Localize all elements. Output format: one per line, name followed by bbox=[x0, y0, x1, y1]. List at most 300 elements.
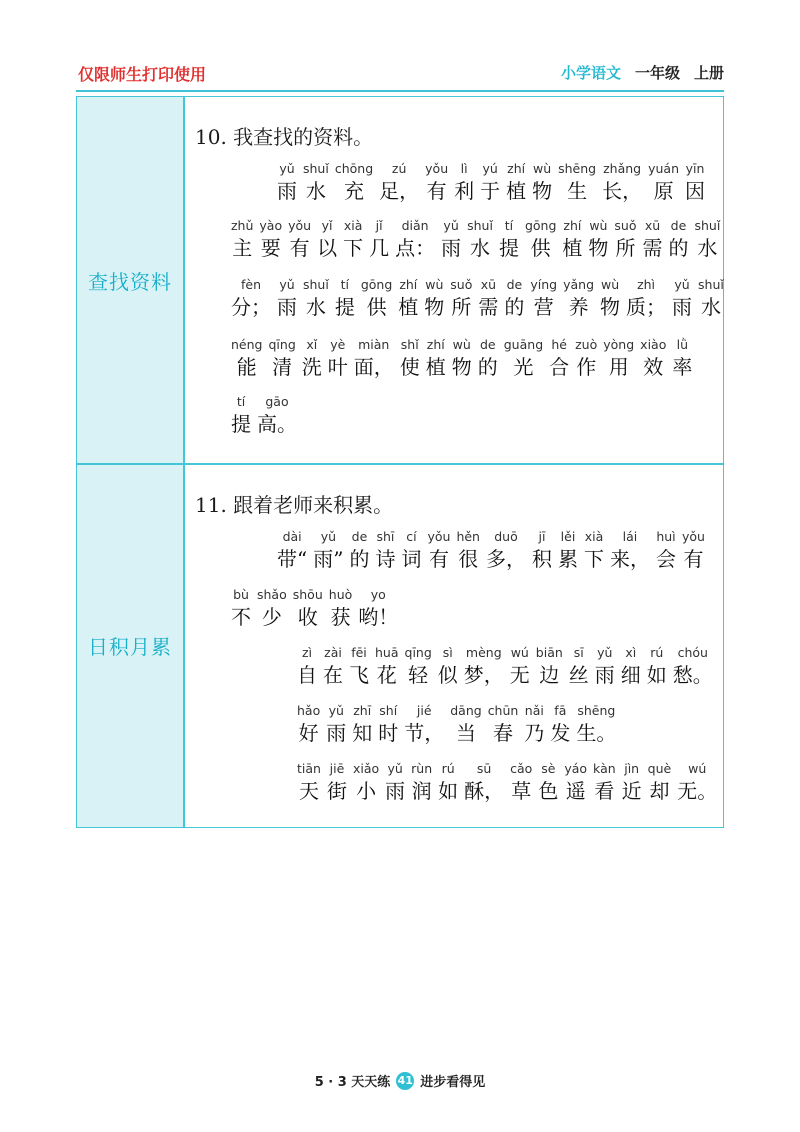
pinyin: sè bbox=[541, 761, 556, 776]
pinyin: lěi bbox=[560, 529, 576, 544]
hanzi: 雨 bbox=[594, 663, 615, 687]
hanzi: 植 bbox=[425, 355, 446, 379]
section1-title: 10. 我查找的资料。 bbox=[195, 125, 374, 149]
hanzi: 很 bbox=[458, 547, 479, 571]
hanzi: 花 bbox=[376, 663, 397, 687]
pinyin: diǎn bbox=[401, 218, 429, 233]
pinyin: shǐ bbox=[400, 337, 419, 352]
pinyin: xià bbox=[584, 529, 604, 544]
hanzi: 雨 bbox=[277, 179, 297, 203]
ruby-unit bbox=[673, 645, 713, 689]
pinyin: rùn bbox=[411, 761, 433, 776]
hanzi: 要 bbox=[260, 236, 281, 260]
hanzi: 需 bbox=[642, 236, 663, 260]
ruby-unit bbox=[297, 703, 320, 747]
pinyin: duō bbox=[494, 529, 518, 544]
ruby-unit bbox=[672, 277, 692, 321]
hanzi: 物 bbox=[424, 295, 445, 319]
ruby-unit bbox=[602, 161, 642, 205]
hanzi: 发 bbox=[550, 721, 571, 745]
hanzi: 无。 bbox=[677, 779, 718, 803]
ruby-unit bbox=[378, 703, 398, 747]
hanzi: 植 bbox=[506, 179, 527, 203]
ruby-unit bbox=[438, 761, 458, 805]
pinyin: wù bbox=[589, 218, 608, 233]
hanzi: 哟！ bbox=[358, 605, 399, 629]
poem-line-3 bbox=[297, 761, 723, 805]
pinyin: guāng bbox=[503, 337, 544, 352]
pinyin: yǔ bbox=[279, 161, 295, 176]
section1-line-1 bbox=[277, 161, 711, 205]
pinyin: zhí bbox=[563, 218, 582, 233]
ruby-unit bbox=[425, 161, 448, 205]
ruby-unit bbox=[400, 337, 420, 381]
pinyin: yīn bbox=[685, 161, 705, 176]
pinyin: de bbox=[670, 218, 687, 233]
section1-line-2 bbox=[231, 218, 726, 262]
pinyin: yǒu bbox=[425, 161, 449, 176]
ruby-unit bbox=[478, 277, 498, 321]
hanzi: 雨 bbox=[326, 721, 347, 745]
hanzi: 物 bbox=[588, 236, 609, 260]
ruby-unit bbox=[486, 529, 526, 573]
ruby-unit bbox=[450, 277, 472, 321]
ruby-unit bbox=[231, 218, 253, 262]
pinyin: cí bbox=[406, 529, 417, 544]
pinyin: yíng bbox=[530, 277, 558, 292]
ruby-unit bbox=[277, 529, 307, 573]
hanzi: 点： bbox=[395, 236, 436, 260]
poem-line-1 bbox=[297, 645, 719, 689]
ruby-unit bbox=[231, 394, 251, 438]
pinyin: yǔ bbox=[443, 218, 459, 233]
pinyin: zú bbox=[391, 161, 407, 176]
hanzi: 诗 bbox=[375, 547, 396, 571]
pinyin: jī bbox=[538, 529, 546, 544]
hanzi: 雨 bbox=[277, 295, 297, 319]
pinyin: bù bbox=[233, 587, 249, 602]
section1-label: 查找资料 bbox=[77, 97, 183, 463]
pinyin: zuò bbox=[575, 337, 598, 352]
pinyin: jǐ bbox=[375, 218, 383, 233]
hanzi: 雨 bbox=[441, 236, 462, 260]
ruby-unit bbox=[593, 761, 616, 805]
hanzi: 足， bbox=[379, 179, 420, 203]
hanzi: 雨 bbox=[385, 779, 406, 803]
pinyin: zì bbox=[301, 645, 313, 660]
pinyin: suǒ bbox=[614, 218, 637, 233]
hanzi: 下 bbox=[343, 236, 364, 260]
ruby-unit bbox=[293, 587, 323, 631]
page-number: 41 bbox=[396, 1072, 414, 1090]
ruby-unit bbox=[685, 161, 705, 205]
ruby-unit bbox=[558, 529, 578, 573]
header-volume: 上册 bbox=[693, 64, 724, 82]
ruby-unit bbox=[259, 218, 282, 262]
ruby-unit bbox=[277, 161, 297, 205]
hanzi: 需 bbox=[478, 295, 499, 319]
pinyin: sī bbox=[573, 645, 584, 660]
ruby-unit bbox=[313, 529, 343, 573]
ruby-unit bbox=[257, 587, 287, 631]
hanzi: 不 bbox=[231, 605, 251, 629]
hanzi: 叶 bbox=[327, 355, 348, 379]
pinyin: zài bbox=[324, 645, 342, 660]
ruby-unit bbox=[588, 218, 608, 262]
column-divider bbox=[183, 97, 185, 827]
ruby-unit bbox=[584, 529, 604, 573]
hanzi: 充 bbox=[344, 179, 364, 203]
hanzi: 酥， bbox=[464, 779, 505, 803]
footer-slogan: 进步看得见 bbox=[420, 1075, 486, 1090]
hanzi: 近 bbox=[621, 779, 642, 803]
pinyin: huā bbox=[375, 645, 399, 660]
ruby-unit bbox=[297, 761, 321, 805]
row-divider bbox=[77, 463, 723, 465]
pinyin: xū bbox=[644, 218, 661, 233]
ruby-unit bbox=[456, 529, 480, 573]
pinyin: què bbox=[647, 761, 672, 776]
ruby-unit bbox=[464, 645, 504, 689]
header-grade: 一年级 bbox=[634, 64, 680, 82]
pinyin: zhí bbox=[399, 277, 418, 292]
pinyin: yǔ bbox=[279, 277, 295, 292]
hanzi: 街 bbox=[326, 779, 347, 803]
ruby-unit bbox=[510, 645, 530, 689]
hanzi: 几 bbox=[369, 236, 390, 260]
pinyin: yè bbox=[330, 337, 346, 352]
ruby-unit bbox=[614, 218, 636, 262]
hanzi: 天 bbox=[298, 779, 319, 803]
ruby-unit bbox=[452, 337, 472, 381]
ruby-unit bbox=[603, 337, 634, 381]
ruby-unit bbox=[335, 277, 355, 321]
header-subject: 小学语文 bbox=[560, 64, 621, 82]
hanzi: 用 bbox=[608, 355, 629, 379]
hanzi: 于 bbox=[480, 179, 501, 203]
pinyin: rú bbox=[441, 761, 455, 776]
ruby-unit bbox=[499, 218, 519, 262]
header-right bbox=[561, 62, 724, 83]
hanzi: 雨 bbox=[672, 295, 693, 319]
pinyin: shuǐ bbox=[303, 277, 329, 292]
pinyin: shēng bbox=[577, 703, 616, 718]
hanzi: 的 bbox=[504, 295, 525, 319]
pinyin: hěn bbox=[456, 529, 480, 544]
hanzi: 下 bbox=[583, 547, 604, 571]
ruby-unit bbox=[329, 587, 353, 631]
footer bbox=[0, 1071, 800, 1090]
hanzi: 带“ bbox=[277, 547, 308, 571]
hanzi: 来， bbox=[609, 547, 650, 571]
hanzi: 乃 bbox=[524, 721, 545, 745]
pinyin: yuán bbox=[648, 161, 680, 176]
pinyin: néng bbox=[231, 337, 263, 352]
ruby-unit bbox=[297, 645, 317, 689]
hanzi: 提 bbox=[498, 236, 519, 260]
ruby-unit bbox=[395, 218, 435, 262]
pinyin: shuǐ bbox=[467, 218, 493, 233]
pinyin: hé bbox=[551, 337, 567, 352]
pinyin: wù bbox=[425, 277, 444, 292]
pinyin: yǒu bbox=[288, 218, 312, 233]
ruby-unit bbox=[349, 529, 369, 573]
ruby-unit bbox=[668, 218, 688, 262]
hanzi: 节， bbox=[404, 721, 445, 745]
ruby-unit bbox=[626, 277, 666, 321]
ruby-unit bbox=[558, 161, 596, 205]
hanzi: 色 bbox=[538, 779, 559, 803]
pinyin: shēng bbox=[558, 161, 597, 176]
pinyin: huì bbox=[656, 529, 676, 544]
pinyin: wú bbox=[688, 761, 707, 776]
ruby-unit bbox=[682, 529, 705, 573]
pinyin: jìn bbox=[624, 761, 640, 776]
pinyin: qīng bbox=[404, 645, 432, 660]
hanzi: 有 bbox=[683, 547, 704, 571]
ruby-unit bbox=[506, 161, 526, 205]
pinyin: rú bbox=[650, 645, 664, 660]
hanzi: 能 bbox=[236, 355, 257, 379]
ruby-unit bbox=[600, 277, 620, 321]
pinyin: de bbox=[479, 337, 496, 352]
ruby-unit bbox=[478, 337, 498, 381]
hanzi: 时 bbox=[378, 721, 399, 745]
ruby-unit bbox=[648, 161, 679, 205]
hanzi: 生。 bbox=[576, 721, 617, 745]
ruby-unit bbox=[648, 761, 672, 805]
hanzi: 植 bbox=[562, 236, 583, 260]
ruby-unit bbox=[401, 529, 421, 573]
pinyin: lì bbox=[460, 161, 468, 176]
footer-brand: 5 · 3 天天练 bbox=[314, 1075, 391, 1090]
hanzi: 提 bbox=[334, 295, 355, 319]
pinyin: yǔ bbox=[387, 761, 403, 776]
pinyin: shuǐ bbox=[694, 218, 721, 233]
hanzi: 小 bbox=[356, 779, 377, 803]
pinyin: shí bbox=[379, 703, 398, 718]
hanzi: 供 bbox=[530, 236, 551, 260]
hanzi: 长， bbox=[602, 179, 643, 203]
pinyin: yǔ bbox=[597, 645, 613, 660]
hanzi: 原 bbox=[653, 179, 674, 203]
hanzi: 光 bbox=[513, 355, 534, 379]
ruby-unit bbox=[504, 337, 543, 381]
ruby-unit bbox=[352, 703, 372, 747]
pinyin: de bbox=[506, 277, 523, 292]
pinyin: tí bbox=[340, 277, 350, 292]
pinyin: biān bbox=[535, 645, 563, 660]
hanzi: 获 bbox=[330, 605, 351, 629]
hanzi: 水 bbox=[700, 295, 721, 319]
ruby-unit bbox=[398, 277, 418, 321]
ruby-unit bbox=[538, 761, 558, 805]
hanzi: 词 bbox=[401, 547, 422, 571]
pinyin: zhì bbox=[637, 277, 656, 292]
ruby-unit bbox=[328, 337, 348, 381]
pinyin: nǎi bbox=[524, 703, 544, 718]
ruby-unit bbox=[464, 761, 504, 805]
section1-line-5 bbox=[231, 394, 303, 438]
hanzi: 养 bbox=[568, 295, 589, 319]
pinyin: xì bbox=[625, 645, 637, 660]
pinyin: xiào bbox=[640, 337, 667, 352]
hanzi: 洗 bbox=[301, 355, 322, 379]
ruby-unit bbox=[326, 703, 346, 747]
ruby-unit bbox=[621, 645, 641, 689]
pinyin: zhǔ bbox=[231, 218, 254, 233]
ruby-unit bbox=[426, 337, 446, 381]
hanzi: 质； bbox=[626, 295, 667, 319]
ruby-unit bbox=[303, 161, 329, 205]
ruby-unit bbox=[549, 337, 569, 381]
ruby-unit bbox=[642, 218, 662, 262]
hanzi: 清 bbox=[272, 355, 293, 379]
section2-intro-1 bbox=[277, 529, 711, 573]
pinyin: shuǐ bbox=[303, 161, 329, 176]
ruby-unit bbox=[454, 161, 474, 205]
pinyin: yǎng bbox=[563, 277, 595, 292]
pinyin: yǔ bbox=[320, 529, 337, 544]
pinyin: dài bbox=[282, 529, 302, 544]
pinyin: wù bbox=[600, 277, 620, 292]
ruby-unit bbox=[302, 337, 322, 381]
pinyin: shuǐ bbox=[698, 277, 724, 292]
ruby-unit bbox=[231, 587, 251, 631]
hanzi: 知 bbox=[352, 721, 373, 745]
ruby-unit bbox=[525, 218, 556, 262]
ruby-unit bbox=[569, 645, 589, 689]
hanzi: 愁。 bbox=[672, 663, 713, 687]
hanzi: 积 bbox=[531, 547, 552, 571]
ruby-unit bbox=[349, 645, 369, 689]
hanzi: 的 bbox=[349, 547, 370, 571]
ruby-unit bbox=[694, 218, 720, 262]
ruby-unit bbox=[323, 645, 343, 689]
pinyin: qīng bbox=[268, 337, 296, 352]
pinyin: suǒ bbox=[450, 277, 473, 292]
ruby-unit bbox=[677, 761, 717, 805]
ruby-unit bbox=[335, 161, 373, 205]
hanzi: 因 bbox=[685, 179, 706, 203]
pinyin: fā bbox=[554, 703, 567, 718]
ruby-unit bbox=[361, 277, 392, 321]
hanzi: 水 bbox=[697, 236, 718, 260]
hanzi: 收 bbox=[297, 605, 318, 629]
pinyin: yǔ bbox=[674, 277, 690, 292]
ruby-unit bbox=[369, 218, 389, 262]
ruby-unit bbox=[277, 277, 297, 321]
ruby-unit bbox=[379, 161, 419, 205]
pinyin: wù bbox=[533, 161, 552, 176]
ruby-unit bbox=[353, 761, 379, 805]
pinyin: tí bbox=[236, 394, 246, 409]
ruby-unit bbox=[231, 337, 262, 381]
pinyin: jiē bbox=[329, 761, 345, 776]
ruby-unit bbox=[532, 529, 552, 573]
hanzi: 植 bbox=[398, 295, 419, 319]
pinyin: zhǎng bbox=[603, 161, 642, 176]
pinyin: yo bbox=[370, 587, 386, 602]
hanzi: 所 bbox=[615, 236, 636, 260]
hanzi: 少 bbox=[261, 605, 282, 629]
ruby-unit bbox=[375, 529, 395, 573]
pinyin: miàn bbox=[358, 337, 390, 352]
ruby-unit bbox=[268, 337, 295, 381]
ruby-unit bbox=[288, 218, 311, 262]
hanzi: 物 bbox=[451, 355, 472, 379]
hanzi: 效 bbox=[643, 355, 664, 379]
ruby-unit bbox=[610, 529, 650, 573]
pinyin: zhí bbox=[507, 161, 526, 176]
pinyin: yòng bbox=[603, 337, 635, 352]
pinyin: lǜ bbox=[676, 337, 689, 352]
ruby-unit bbox=[375, 645, 399, 689]
hanzi: 以 bbox=[317, 236, 338, 260]
hanzi: 多， bbox=[485, 547, 526, 571]
ruby-unit bbox=[327, 761, 347, 805]
hanzi: 的 bbox=[668, 236, 689, 260]
hanzi: 草 bbox=[511, 779, 532, 803]
pinyin: fēi bbox=[351, 645, 367, 660]
pinyin: jié bbox=[416, 703, 432, 718]
hanzi: 梦， bbox=[463, 663, 504, 687]
hanzi: 物 bbox=[600, 295, 621, 319]
hanzi: 水 bbox=[305, 179, 326, 203]
ruby-unit bbox=[257, 394, 297, 438]
pinyin: yǔ bbox=[328, 703, 344, 718]
pinyin: xū bbox=[480, 277, 497, 292]
hanzi: 的 bbox=[477, 355, 498, 379]
hanzi: 作 bbox=[576, 355, 597, 379]
pinyin: yǒu bbox=[681, 529, 705, 544]
ruby-unit bbox=[595, 645, 615, 689]
poem-line-2 bbox=[297, 703, 622, 747]
pinyin: zhī bbox=[353, 703, 372, 718]
pinyin: chūn bbox=[487, 703, 519, 718]
ruby-unit bbox=[343, 218, 363, 262]
pinyin: mèng bbox=[465, 645, 502, 660]
ruby-unit bbox=[524, 703, 544, 747]
header-left-note: 仅限师生打印使用 bbox=[78, 65, 207, 84]
hanzi: 看 bbox=[594, 779, 615, 803]
pinyin: yáo bbox=[564, 761, 588, 776]
hanzi: 自 bbox=[297, 663, 317, 687]
hanzi: 合 bbox=[549, 355, 570, 379]
section1-line-4 bbox=[231, 337, 698, 381]
pinyin: hǎo bbox=[297, 703, 321, 718]
ruby-unit bbox=[550, 703, 570, 747]
ruby-unit bbox=[488, 703, 519, 747]
hanzi: 会 bbox=[655, 547, 676, 571]
section2-label: 日积月累 bbox=[77, 465, 183, 828]
ruby-unit bbox=[647, 645, 667, 689]
ruby-unit bbox=[450, 703, 481, 747]
ruby-unit bbox=[536, 645, 563, 689]
pinyin: xiǎo bbox=[352, 761, 380, 776]
pinyin: gōng bbox=[524, 218, 557, 233]
pinyin: xià bbox=[343, 218, 363, 233]
header-rule bbox=[76, 90, 724, 92]
hanzi: 提 bbox=[231, 412, 251, 436]
hanzi: 有 bbox=[426, 179, 447, 203]
ruby-unit bbox=[504, 277, 524, 321]
hanzi: 却 bbox=[649, 779, 670, 803]
hanzi: 累 bbox=[557, 547, 578, 571]
pinyin: chōng bbox=[334, 161, 374, 176]
hanzi: 有 bbox=[289, 236, 310, 260]
ruby-unit bbox=[576, 703, 616, 747]
